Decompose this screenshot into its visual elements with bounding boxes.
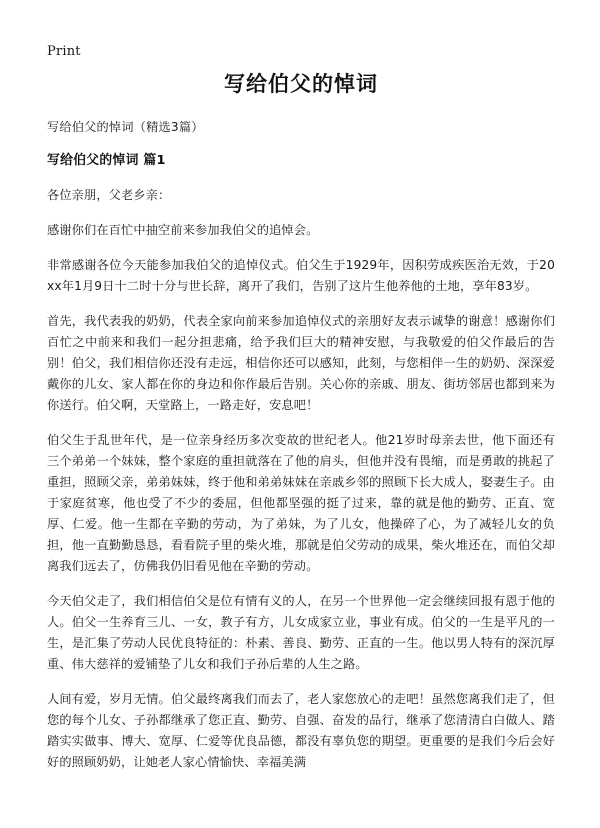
page-title: 写给伯父的悼词 <box>224 72 378 96</box>
document-body <box>47 70 555 773</box>
paragraph: 伯父生于乱世年代，是一位亲身经历多次变故的世纪老人。他21岁时母亲去世，他下面还有三个弟弟一个妹妹，整个家庭的重担就落在了他的肩头，但他并没有畏缩，而是勇敢的挑起了重担，照顾父亲，弟弟妹妹，终于他和弟弟妹妹在亲戚乡邻的照顾下长大成人，娶妻生子。由于家庭贫寒，他也受了不少的委屈，但他都坚强的挺了过来，靠的就是他的勤劳、正直、宽厚、仁爱。他一生都在辛勤的劳动，为了弟妹，为了儿女，他操碎了心，为了减轻儿女的负担，他一直勤勤恳恳，看看院子里的柴火堆，那就是伯父劳动的成果，柴火堆还在，而伯父却离我们远去了，仿佛我仍旧看见他在辛勤的劳动。 <box>47 433 555 573</box>
paragraph: 今天伯父走了，我们相信伯父是位有情有义的人，在另一个世界他一定会继续回报有恩于他的人。伯父一生养育三儿、一女，教子有方，儿女成家立业，事业有成。伯父的一生是平凡的一生，是汇集了劳动人民优良特征的：朴素、善良、勤劳、正直的一生。他以男人特有的深沉厚重、伟大慈祥的爱铺垫了儿女和我们子孙后辈的人生之路。 <box>47 594 555 671</box>
paragraph: 首先，我代表我的奶奶，代表全家向前来参加追悼仪式的亲朋好友表示诚挚的谢意！感谢你们百忙之中前来和我们一起分担悲痛，给予我们巨大的精神安慰，与我敬爱的伯父作最后的告别！伯父，我们相信你还没有走远，相信你还可以感知，此刻，与您相伴一生的奶奶、深深爱戴你的儿女、家人都在你的身边和你作最后告别。关心你的亲戚、朋友、街坊邻居也都到来为你送行。伯父啊，天堂路上，一路走好，安息吧！ <box>47 314 555 412</box>
print-link[interactable]: Print <box>47 44 81 59</box>
paragraph: 感谢你们在百忙中抽空前来参加我伯父的追悼会。 <box>47 223 319 237</box>
paragraph: 各位亲朋，父老乡亲： <box>47 188 171 202</box>
paragraph: 人间有爱，岁月无情。伯父最终离我们而去了，老人家您放心的走吧！虽然您离我们走了，但您的每个儿女、子孙都继承了您正直、勤劳、自强、奋发的品行，继承了您清清白白做人、踏踏实实做事、博大、宽厚、仁爱等优良品德，都没有辜负您的期望。更重要的是我们今后会好好的照顾奶奶，让她老人家心情愉快、幸福美满 <box>47 692 555 769</box>
document-subtitle: 写给伯父的悼词（精选3篇） <box>47 120 204 134</box>
paragraph: 非常感谢各位今天能参加我伯父的追悼仪式。伯父生于1929年，因积劳成疾医治无效，于20xx年1月9日十二时十分与世长辞，离开了我们，告别了这片生他养他的土地，享年83岁。 <box>47 258 555 293</box>
section-heading: 写给伯父的悼词 篇1 <box>47 153 166 168</box>
